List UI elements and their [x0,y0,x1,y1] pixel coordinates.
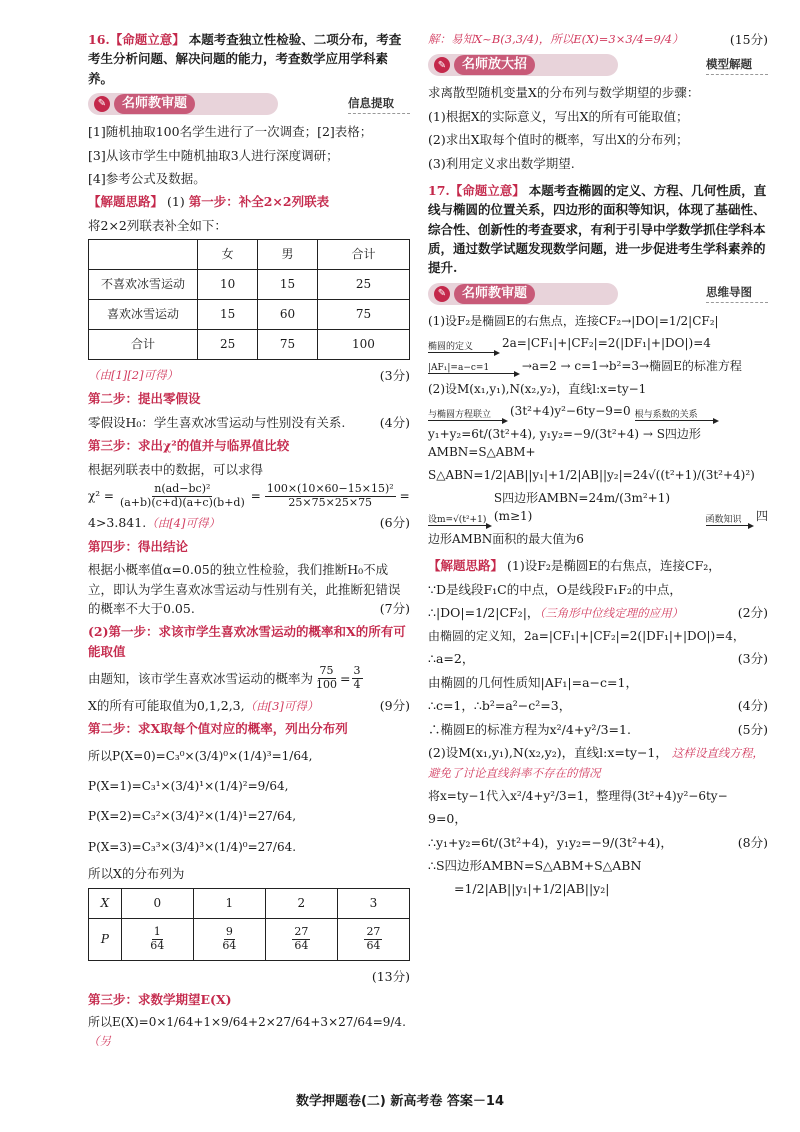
table-cell: 合计 [317,240,409,270]
dist-text: 所以X的分布列为 [88,866,185,882]
expectation-line [88,1013,410,1050]
arrow-connector: 与椭圆方程联立 [428,411,506,421]
score: (4分) [737,698,768,714]
model-line-3: (2)求出X取每个值时的概率，写出X的分布列； [428,132,689,148]
score: (6分) [379,515,410,531]
prob-fraction-1 [314,665,339,691]
handwritten-note: 这样设直线方程，避免了讨论直线斜率不存在的情况 [428,745,764,780]
teacher-icon: ✎ [434,286,450,302]
table-cell: 15 [258,270,318,300]
table-header-row [89,240,410,270]
frac-numerator: 3 [353,664,361,678]
sol-text: ∴椭圆E的标准方程为x²/4+y²/3=1. [428,721,631,737]
sol-text: ∴c=1，∴b²=a²−c²=3， [428,698,572,714]
step1-heading [88,192,410,211]
frac-denominator: 64 [366,938,381,952]
table-cell [89,240,198,270]
mindmap-text: 2a=|CF₁|+|CF₂|=2(|DF₁|+|DO|)=4 [502,336,711,351]
part2-values-row [88,696,410,716]
banner-pill [428,283,618,305]
chi-fraction-1 [118,483,247,509]
arrow-connector: 函数知识 [706,516,752,526]
step2-title: 第二步：提出零假设 [88,391,201,407]
frac-denominator: 64 [222,938,237,952]
stepb3-title: 第三步：求数学期望E(X) [88,992,232,1007]
model-line-1: 求离散型随机变量X的分布列与数学期望的步骤： [428,85,700,101]
frac-numerator: 27 [366,924,381,938]
mindmap-line-3 [428,357,768,376]
frac [220,926,238,952]
handwritten-note: （由[4]可得） [146,516,220,531]
banner-side-label: 模型解题 [706,56,768,75]
mindmap-line-7: S△ABN=1/2|AB||y₁|+1/2|AB||y₂|=24√((t²+1)/(3t²+4)²) [428,467,755,482]
table-cell: 0 [121,888,193,918]
equals-sign: = [250,488,261,503]
contingency-table [88,239,410,360]
table-cell: 25 [317,270,409,300]
chi-lhs: χ² = [88,488,114,503]
frac-numerator: 27 [294,924,309,938]
table-cell: 3 [337,888,409,918]
handwritten-note: 解：易知X~B(3,3/4)，所以E(X)=3×3/4=9/4） [428,31,684,46]
solve-tag: 【解题思路】 [88,194,164,210]
banner-shenti-2 [428,282,768,306]
sol-text: (2)设M(x₁,y₁),N(x₂,y₂)，直线l:x=ty−1， [428,744,668,760]
q16-number: 16. [88,32,110,47]
score: (7分) [379,601,410,617]
mindmap-text: (3t²+4)y²−6ty−9=0 [510,404,631,419]
table-cell: 喜欢冰雪运动 [89,300,198,330]
table-header-row [89,888,410,918]
arrow-connector: |AF₁|=a−c=1 [428,364,518,374]
sol17-line-10: 将x=ty−1代入x²/4+y²/3=1，整理得(3t²+4)y²−6ty− [428,788,728,803]
equals-sign: = [340,670,351,686]
step1-text: 将2×2列联表补全如下： [88,217,227,233]
mindmap-text: S四边形AMBN=24m/(3m²+1)(m≥1) [493,490,671,524]
table-cell: 1 [193,888,265,918]
info-line-1: [1]随机抽取100名学生进行了一次调查；[2]表格； [88,124,373,140]
banner-title: 名师放大招 [454,55,535,75]
teacher-icon: ✎ [434,57,450,73]
table-cell: 10 [198,270,258,300]
teacher-icon: ✎ [94,96,110,112]
sol17-line-14: =1/2|AB||y₁|+1/2|AB||y₂| [454,881,610,897]
score: (5分) [737,721,768,737]
frac [364,926,382,952]
arrow-connector: 根与系数的关系 [635,411,717,421]
page-footer: 数学押题卷(二) 新高考卷 答案－14 [295,1094,505,1109]
step2-row [88,413,410,432]
alt-solution-row [428,30,768,49]
frac-denominator: 64 [150,938,165,952]
sol-text: (1)设F₂是椭圆E的右焦点，连接CF₂， [507,558,721,574]
banner-dazhao [428,53,768,77]
frac-numerator: 1 [153,924,161,938]
q17-number: 17. [428,182,450,198]
px3-line: P(X=3)=C₃³×(3/4)³×(1/4)⁰=27/64. [88,839,297,854]
step2-text: 零假设H₀：学生喜欢冰雪运动与性别没有关系. [88,414,346,430]
mindmap-line-2 [428,334,768,353]
equals-sign: = [399,488,410,503]
frac-denominator: 4 [353,677,361,691]
sol17-line-6: 由椭圆的几何性质知|AF₁|=a−c=1， [428,674,638,690]
chi-result-row [88,513,410,533]
table-cell: 60 [258,300,318,330]
chi-square-formula [88,483,410,509]
banner-side-label: 信息提取 [348,95,410,114]
q16-intro-block [88,30,410,88]
table-row [89,300,410,330]
chi-fraction-2 [265,483,396,509]
score: (3分) [737,651,768,667]
score: (8分) [737,834,768,850]
table-cell [337,918,409,960]
frac [148,926,166,952]
table-row [89,918,410,960]
table-cell: 不喜欢冰雪运动 [89,270,198,300]
table-cell: 75 [258,330,318,360]
q17-intro-block [428,181,768,278]
table-cell: 男 [258,240,318,270]
part2-title: (2)第一步：求该市学生喜欢冰雪运动的概率和X的所有可能取值 [88,624,406,659]
table-row [89,270,410,300]
table-row [89,330,410,360]
sol17-line-8 [428,720,768,739]
sol17-line-9 [428,743,768,783]
score: (15分) [729,32,768,47]
sol17-line-2: ∵D是线段F₁C的中点，O是线段F₁F₂的中点， [428,581,682,597]
mindmap-line-4: (2)设M(x₁,y₁),N(x₂,y₂)，直线l:x=ty−1 [428,381,647,396]
table-cell [193,918,265,960]
frac-denominator: 64 [294,938,309,952]
prob-fraction-2 [352,665,363,691]
banner-side-label: 思维导图 [706,284,768,303]
table-cell: 75 [317,300,409,330]
mindmap-line-9: 边形AMBN面积的最大值为6 [428,531,584,546]
handwritten-note: （三角形中位线定理的应用） [539,606,684,621]
info-line-2: [3]从该市学生中随机抽取3人进行深度调研； [88,147,339,163]
part2-text-a: 由题知，该市学生喜欢冰雪运动的概率为 [88,670,314,686]
sol17-line-7 [428,696,768,715]
score: (4分) [379,414,410,430]
banner-pill [88,93,278,115]
mindmap-line-1: (1)设F₂是椭圆E的右焦点，连接CF₂→|DO|=1/2|CF₂| [428,313,719,328]
step4-body: 根据小概率值α=0.05的独立性检验，我们推断H₀不成立，即认为学生喜欢冰雪运动与性别有关，此推断犯错误的概率不大于0.05. [88,562,401,617]
model-line-2: (1)根据X的实际意义，写出X的所有可能取值； [428,108,689,124]
chi-result: 4>3.841. [88,515,147,531]
table-cell: 25 [198,330,258,360]
part2-text-b: X的所有可能取值为0,1,2,3, [88,697,245,713]
distribution-table [88,888,410,961]
sol17-line-3 [428,603,768,623]
q16-intro: 本题考查独立性检验、二项分布，考查考生分析问题、解决问题的能力，考查数学应用学科素养。 [88,32,402,86]
frac-denominator: (a+b)(c+d)(a+c)(b+d) [119,495,245,509]
px1-line: P(X=1)=C₃¹×(3/4)¹×(1/4)²=9/64, [88,779,289,794]
mindmap-line-8 [428,489,768,526]
sol17-line-13: ∴S四边形AMBN=S△ABM+S△ABN [428,857,642,873]
step4-text [88,560,410,618]
table-cell [265,918,337,960]
note1-row [88,366,410,385]
banner-pill [428,54,618,76]
score: (2分) [737,605,768,621]
q17-intro: 本题考查椭圆的定义、方程、几何性质，直线与椭圆的位置关系，四边形的面积等知识，体现了基础性、综合性、创新性的考查要求，有利于引导中学数学抓住学科本质，通过数学试题发现数学问题，进一步促进考生学科素养的提升. [428,182,767,276]
sol17-line-11: 9=0， [428,811,467,827]
handwritten-note: （由[3]可得） [244,698,319,713]
sol-text: ∴y₁+y₂=6t/(3t²+4)，y₁y₂=−9/(3t²+4)， [428,834,673,850]
right-column [428,30,768,903]
q17-tag: 【命题立意】 [449,182,525,198]
frac-denominator: 25×75×25×75 [288,495,373,509]
score: (13分) [371,968,410,984]
table-cell: P [89,918,122,960]
table-cell: 15 [198,300,258,330]
info-line-3: [4]参考公式及数据。 [88,170,206,186]
px0-line: 所以P(X=0)=C₃⁰×(3/4)⁰×(1/4)³=1/64, [88,748,313,763]
part2-prob-line [88,665,410,691]
step1-title: 第一步：补全2×2列联表 [188,194,330,210]
table-cell [121,918,193,960]
expectation-text: 所以E(X)=0×1/64+1×9/64+2×27/64+3×27/64=9/4. [88,1015,406,1030]
frac-denominator: 100 [316,677,338,691]
px2-line: P(X=2)=C₃²×(3/4)²×(1/4)¹=27/64, [88,809,297,824]
table-cell: 女 [198,240,258,270]
part1-label: (1) [167,194,185,210]
frac-numerator: 75 [319,664,334,678]
handwritten-note: （另 [88,1033,111,1048]
frac-numerator: n(ad−bc)² [154,481,211,495]
table-cell: 100 [317,330,409,360]
frac [292,926,310,952]
mindmap-text: 四 [755,509,768,524]
arrow-connector: 设m=√(t²+1) [428,516,490,526]
step3-title: 第三步：求出χ²的值并与临界值比较 [88,438,290,454]
mindmap-line-6: y₁+y₂=6t/(3t²+4), y₁y₂=−9/(3t²+4) → S四边形AMBN=S△ABM+ [428,426,701,460]
sol17-line-1 [428,556,768,575]
banner-shenti-1 [88,92,410,116]
table-cell: 2 [265,888,337,918]
q16-tag: 【命题立意】 [109,32,185,47]
banner-title: 名师教审题 [454,284,535,304]
sol-text: ∴a=2， [428,651,475,667]
handwritten-note: （由[1][2]可得） [88,367,179,382]
solve-tag: 【解题思路】 [428,558,504,574]
sol17-line-5 [428,649,768,668]
mindmap-text: →a=2 → c=1→b²=3→椭圆E的标准方程 [521,358,742,373]
left-column [88,30,410,1055]
sol17-line-4: 由椭圆的定义知，2a=|CF₁|+|CF₂|=2(|DF₁|+|DO|)=4， [428,628,745,643]
banner-title: 名师教审题 [114,94,195,114]
score: (9分) [379,697,410,713]
arrow-connector: 椭圆的定义 [428,343,498,353]
step3-text: 根据列联表中的数据，可以求得 [88,461,264,477]
model-line-4: (3)利用定义求出数学期望. [428,155,575,171]
frac-numerator: 9 [225,924,233,938]
mindmap-line-5 [428,402,768,421]
step4-title: 第四步：得出结论 [88,538,189,554]
sol-text: ∴|DO|=1/2|CF₂|， [428,605,540,621]
sol17-line-12 [428,833,768,852]
table-cell: X [89,888,122,918]
table-cell: 合计 [89,330,198,360]
stepb2-title: 第二步：求X取每个值对应的概率，列出分布列 [88,721,348,737]
score: (3分) [379,368,410,383]
frac-numerator: 100×(10×60−15×15)² [266,481,394,495]
